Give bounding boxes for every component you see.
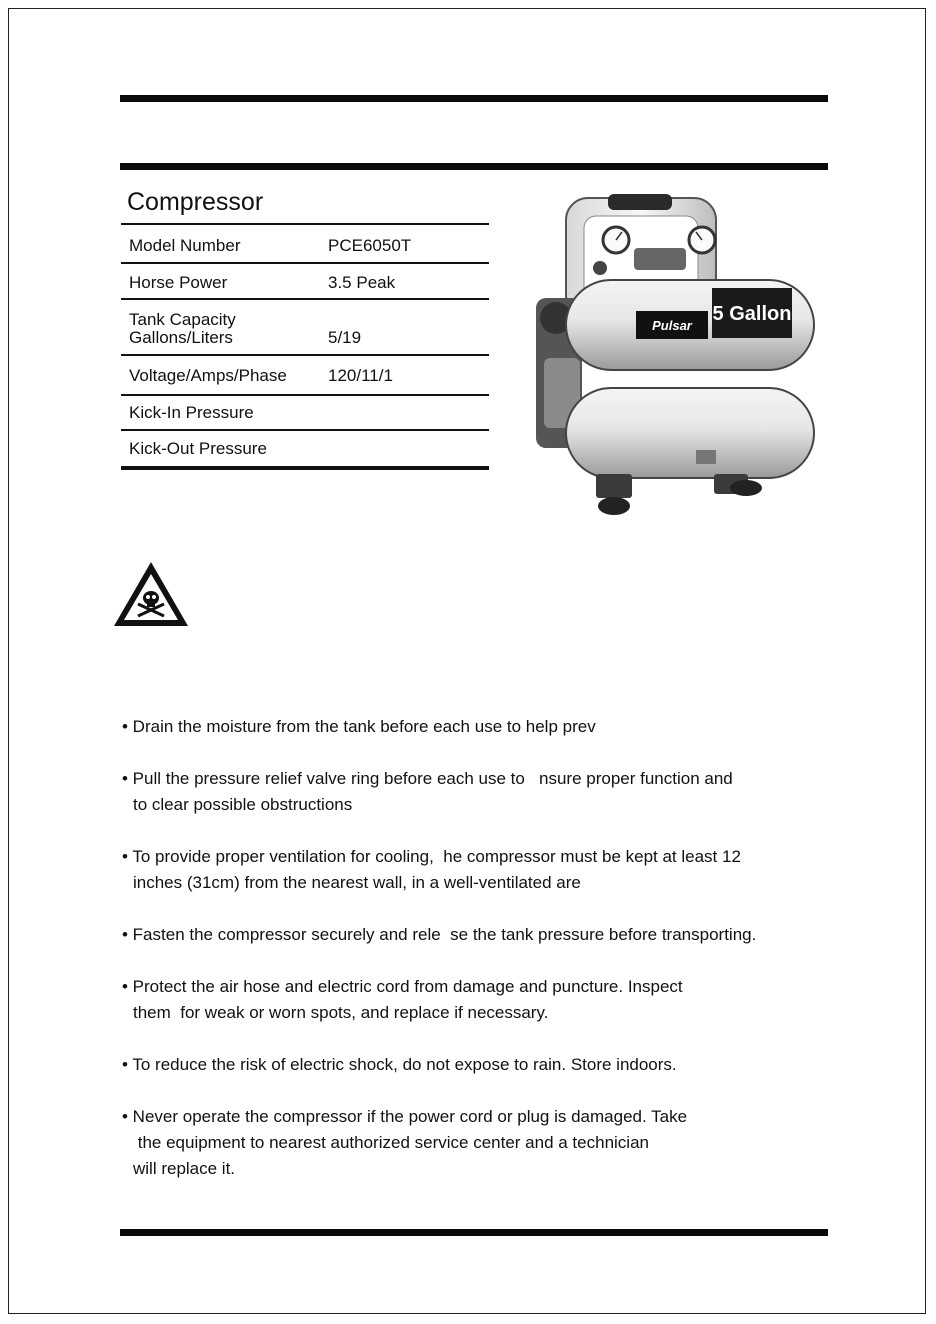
bullet-line: • To provide proper ventilation for cooling, he compressor must be kept at least 12: [122, 847, 741, 866]
skull-crossbones-warning-icon: [112, 560, 190, 628]
bullet-item: [122, 974, 832, 1026]
brand-badge: Pulsar: [652, 318, 692, 333]
bullet-item: [122, 714, 832, 740]
bullet-line: • Never operate the compressor if the power cord or plug is damaged. Take: [122, 1107, 688, 1126]
bottom-rule: [120, 1229, 828, 1236]
spec-label: Tank Capacity: [129, 310, 236, 329]
spec-table: [121, 223, 489, 470]
spec-row-kick-out: [121, 431, 489, 470]
bullet-item: [122, 844, 832, 896]
spec-value: 120/11/1: [328, 366, 393, 385]
spec-row-horsepower: [121, 264, 489, 300]
spec-row-model: [121, 225, 489, 264]
bullet-item: [122, 766, 832, 818]
bullet-line: • Protect the air hose and electric cord from damage and puncture. Inspect: [122, 977, 683, 996]
bullet-line: to clear possible obstructions: [133, 795, 353, 814]
bullet-line: them for weak or worn spots, and replace if necessary.: [133, 1003, 549, 1022]
bullet-line: • Drain the moisture from the tank before each use to help prev: [122, 717, 596, 736]
bullet-line: • To reduce the risk of electric shock, do not expose to rain. Store indoors.: [122, 1055, 677, 1074]
compressor-product-image: [526, 188, 818, 533]
spec-value: PCE6050T: [328, 236, 412, 255]
spec-label: Horse Power: [129, 273, 228, 292]
spec-label: Kick-Out Pressure: [129, 439, 267, 458]
safety-instructions: [122, 714, 832, 1208]
spec-row-kick-in: [121, 396, 489, 431]
spec-label: Kick-In Pressure: [129, 403, 254, 422]
spec-value: 3.5 Peak: [328, 273, 396, 292]
bullet-line: • Pull the pressure relief valve ring before each use to nsure proper function and: [122, 769, 733, 788]
spec-row-voltage: [121, 356, 489, 396]
bullet-line: the equipment to nearest authorized service center and a technician: [133, 1133, 649, 1152]
spec-title: Compressor: [127, 188, 264, 216]
header-rule: [120, 163, 828, 170]
bullet-line: • Fasten the compressor securely and rele se the tank pressure before transporting.: [122, 925, 757, 944]
spec-value: 5/19: [328, 328, 362, 347]
top-rule: [120, 95, 828, 102]
spec-label: Model Number: [129, 236, 241, 255]
bullet-line: will replace it.: [133, 1159, 236, 1178]
spec-label-2: Gallons/Liters: [129, 328, 233, 347]
capacity-badge: 5 Gallon: [712, 303, 792, 325]
bullet-item: [122, 922, 832, 948]
spec-label: Voltage/Amps/Phase: [129, 366, 287, 385]
bullet-line: inches (31cm) from the nearest wall, in a well-ventilated are: [133, 873, 581, 892]
spec-row-tank-capacity: [121, 300, 489, 356]
bullet-item: [122, 1052, 832, 1078]
bullet-item: [122, 1104, 832, 1182]
